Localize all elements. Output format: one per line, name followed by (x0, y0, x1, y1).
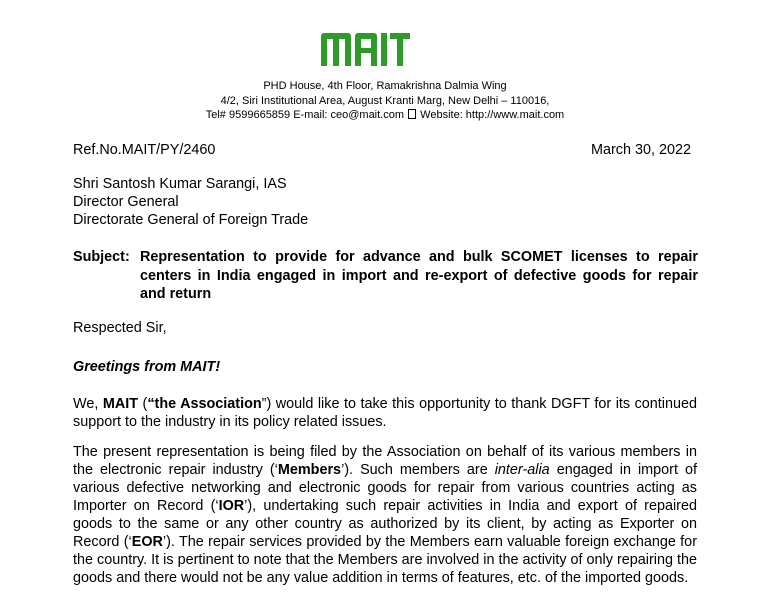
recipient-designation: Director General (73, 194, 179, 210)
greeting: Greetings from MAIT! (73, 359, 221, 375)
address-line-2: 4/2, Siri Institutional Area, August Kranti Marg, New Delhi – 110016, (220, 95, 550, 107)
recipient-name: Shri Santosh Kumar Sarangi, IAS (73, 176, 287, 192)
paragraph-intro: We, MAIT (“the Association”) would like to take this opportunity to thank DGFT for its continued support to the industry in its policy related issues. (73, 396, 698, 430)
mait-logo (320, 31, 410, 67)
paragraph-representation: The present representation is being filed by the Association on behalf of its various members in the electronic repair industry (‘Members’). Such members are inter-alia engaged in import of various defective networking and electronic goods for repair from various countries acting as Importer on Record (‘IOR’), undertaking such repair activities in India and export of repaired goods to the same or any other country as authorized by its client, by acting as Exporter on Record (‘EOR’). The repair services provided by the Members earn valuable foreign exchange for the country. It is pertinent to note that the Members are involved in the activity of only repairing the goods and there would not be any value addition in terms of features, etc. of the imported goods. (73, 444, 697, 586)
address-line-1: PHD House, 4th Floor, Ramakrishna Dalmia Wing (263, 80, 507, 92)
subject-label: Subject: (73, 249, 130, 265)
salutation: Respected Sir, (73, 320, 167, 336)
recipient-office: Directorate General of Foreign Trade (73, 212, 309, 228)
reference-number: Ref.No.MAIT/PY/2460 (73, 142, 216, 158)
contact-line (190, 108, 580, 123)
letter-date: March 30, 2022 (591, 142, 691, 158)
subject-text: Representation to provide for advance and bulk SCOMET licenses to repair centers in India engaged in import and re-export of defective goods for repair and return (140, 249, 698, 302)
box-icon (408, 109, 416, 119)
contact-tel-email: Tel# 9599665859 E-mail: ceo@mait.com (205, 109, 405, 121)
contact-website: Website: http://www.mait.com (420, 109, 565, 121)
